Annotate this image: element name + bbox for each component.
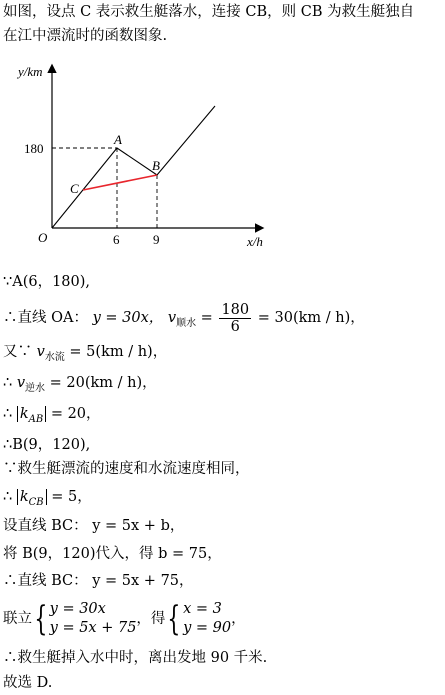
step-5-prefix: ∴ — [3, 406, 17, 422]
step-2-fraction — [219, 302, 251, 335]
step-3-v: v — [36, 344, 45, 360]
point-c-label: C — [70, 181, 79, 196]
solution-system — [183, 600, 231, 638]
step-12 — [3, 597, 246, 641]
origin-label: O — [38, 230, 48, 245]
step-8-prefix: ∴ — [3, 489, 17, 505]
step-2-result: = 30(km / h)， — [253, 310, 365, 326]
step-4 — [3, 373, 157, 399]
segment-cb — [83, 175, 157, 190]
step-2-eq: y = 30x， — [92, 310, 164, 326]
x-tick-6: 6 — [113, 232, 120, 247]
step-5-result: = 20， — [46, 406, 101, 422]
step-2-prefix: ∴直线 OA： — [3, 310, 88, 326]
fraction-denominator: 6 — [230, 318, 240, 335]
step-8 — [3, 487, 92, 513]
step-3-sub: 水流 — [44, 352, 65, 363]
step-14: 故选 D. — [3, 675, 53, 691]
step-5-k: k — [19, 406, 29, 422]
step-1: ∵A(6，180), — [3, 274, 91, 290]
step-2 — [3, 296, 365, 340]
step-10: 将 B(9，120)代入，得 b = 75， — [3, 546, 222, 562]
step-12-prefix: 联立 — [3, 611, 32, 627]
step-8-k: k — [19, 489, 29, 505]
point-b-label: B — [152, 158, 160, 173]
step-3 — [3, 342, 167, 368]
intro-line-2: 在江中漂流时的函数图象. — [3, 28, 168, 44]
x-axis-label: x/h — [247, 234, 263, 249]
step-2-eqsign: = — [196, 310, 218, 326]
step-5-abs — [17, 406, 46, 425]
system-eq-1: y = 30x — [49, 601, 106, 617]
step-3-prefix: 又∵ — [3, 344, 37, 360]
step-4-prefix: ∴ — [3, 375, 17, 391]
system-result-1: x = 3 — [183, 601, 222, 617]
step-3-result: = 5(km / h)， — [64, 344, 168, 360]
step-4-v: v — [16, 375, 26, 391]
step-5 — [3, 404, 101, 430]
step-8-abs — [17, 489, 47, 508]
step-4-result: = 20(km / h)， — [45, 375, 157, 391]
x-tick-9: 9 — [153, 232, 160, 247]
step-8-result: = 5， — [46, 489, 92, 505]
y-tick-180: 180 — [24, 141, 44, 156]
system-result-2: y = 90 — [183, 620, 232, 636]
intro-line-1: 如图，设点 C 表示救生艇落水，连接 CB，则 CB 为救生艇独自 — [3, 4, 415, 20]
step-2-sub: 顺水 — [176, 318, 197, 329]
step-5-sub: AB — [28, 414, 44, 425]
system-eq-2: y = 5x + 75 — [49, 620, 137, 636]
step-4-sub: 逆水 — [25, 383, 46, 394]
left-brace-1: { — [34, 599, 48, 639]
y-axis-label: y/km — [18, 64, 43, 79]
travel-path — [52, 106, 215, 228]
point-a-label: A — [114, 132, 122, 147]
equation-system — [50, 600, 137, 638]
function-graph — [0, 62, 280, 267]
step-12-mid: ，得 — [136, 611, 166, 627]
step-11: ∴直线 BC： y = 5x + 75， — [3, 573, 194, 589]
step-12-end: ， — [231, 611, 246, 627]
step-6: ∴B(9，120), — [3, 437, 91, 453]
step-13: ∴救生艇掉入水中时，离出发地 90 千米. — [3, 650, 268, 666]
left-brace-2: { — [167, 599, 181, 639]
fraction-numerator: 180 — [221, 301, 250, 318]
step-7: ∵救生艇漂流的速度和水流速度相同， — [3, 461, 250, 477]
step-8-sub: CB — [28, 497, 44, 508]
step-9: 设直线 BC： y = 5x + b， — [3, 518, 185, 534]
step-2-v: v — [167, 310, 177, 326]
